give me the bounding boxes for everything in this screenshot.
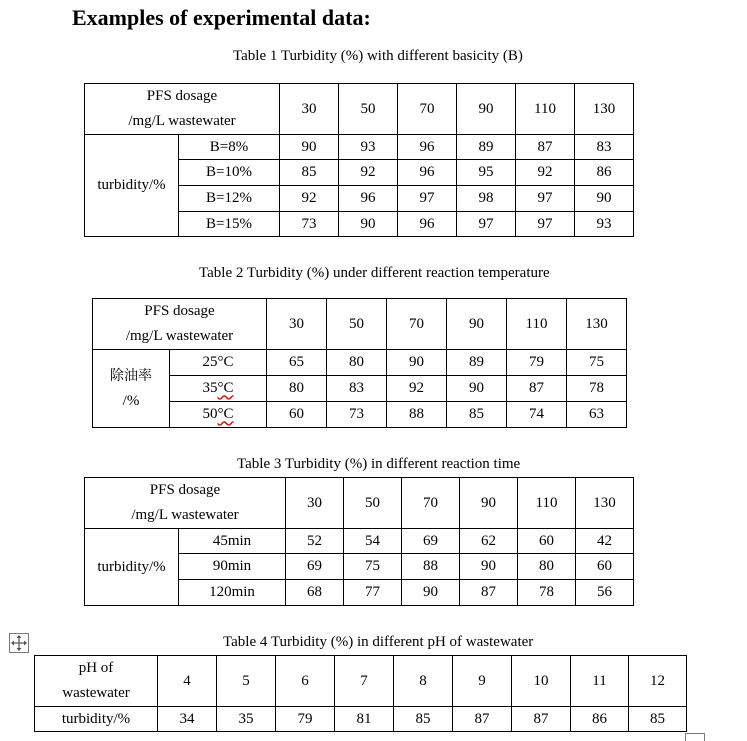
table2-row-label: 25°C [170, 350, 267, 376]
table3-dosage: 50 [344, 478, 402, 529]
table4-ph-value: 8 [394, 656, 453, 707]
table1-dosage: 50 [339, 84, 398, 135]
table4-ph-value: 7 [335, 656, 394, 707]
table1-row-label: B=12% [179, 186, 280, 212]
table-cell: 95 [457, 160, 516, 186]
table2-header-dosage: PFS dosage /mg/L wastewater [93, 299, 267, 350]
table3-row-label: 90min [179, 554, 286, 580]
table-cell: 69 [286, 554, 344, 580]
spellcheck-mark: °C [217, 380, 234, 397]
table3-row-label: 45min [179, 529, 286, 554]
table-cell: 92 [516, 160, 575, 186]
table-cell: 42 [576, 529, 634, 554]
table-row [85, 529, 634, 554]
table1-row-group-label: turbidity/% [85, 135, 179, 237]
table-cell: 93 [575, 212, 634, 237]
table-cell: 96 [398, 212, 457, 237]
table-cell: 35 [217, 707, 276, 732]
table-cell: 86 [575, 160, 634, 186]
move-arrows-icon [10, 634, 28, 652]
table-cell: 62 [460, 529, 518, 554]
table-cell: 92 [339, 160, 398, 186]
table3-header-row [85, 478, 634, 529]
table-cell: 90 [460, 554, 518, 580]
table2-caption: Table 2 Turbidity (%) under different reaction temperature [199, 265, 550, 281]
table1-header-dosage: PFS dosage /mg/L wastewater [85, 84, 280, 135]
table-move-handle[interactable] [9, 633, 29, 653]
table-cell: 88 [402, 554, 460, 580]
table-cell: 83 [575, 135, 634, 160]
table4-header-ph: pH of wastewater [35, 656, 158, 707]
table4-ph-value: 11 [571, 656, 629, 707]
table-cell: 85 [447, 402, 507, 428]
table-cell: 63 [567, 402, 627, 428]
table-cell: 81 [335, 707, 394, 732]
table3-dosage: 70 [402, 478, 460, 529]
table2-dosage: 70 [387, 299, 447, 350]
table2-dosage: 110 [507, 299, 567, 350]
table-cell: 52 [286, 529, 344, 554]
table-cell: 92 [387, 376, 447, 402]
spellcheck-mark: °C [217, 406, 234, 423]
table-cell: 74 [507, 402, 567, 428]
table-cell: 98 [457, 186, 516, 212]
table1-dosage: 30 [280, 84, 339, 135]
table-cell: 88 [387, 402, 447, 428]
table-cell: 75 [567, 350, 627, 376]
table-cell: 90 [402, 580, 460, 606]
table1-dosage: 70 [398, 84, 457, 135]
table4-row-label: turbidity/% [35, 707, 158, 732]
table-cell: 89 [457, 135, 516, 160]
table-cell: 65 [267, 350, 327, 376]
table2-row-label: 35°C [170, 376, 267, 402]
table-cell: 87 [512, 707, 571, 732]
table-cell: 68 [286, 580, 344, 606]
table4-ph-value: 12 [629, 656, 687, 707]
table-cell: 90 [447, 376, 507, 402]
table3-dosage: 110 [518, 478, 576, 529]
table-cell: 85 [280, 160, 339, 186]
table1-dosage: 90 [457, 84, 516, 135]
table-cell: 85 [629, 707, 687, 732]
table-cell: 80 [327, 350, 387, 376]
table-cell: 90 [387, 350, 447, 376]
table-cell: 78 [567, 376, 627, 402]
table-cell: 54 [344, 529, 402, 554]
table-cell: 87 [453, 707, 512, 732]
table-cell: 34 [158, 707, 217, 732]
table2-dosage: 50 [327, 299, 387, 350]
table-row [93, 402, 627, 428]
table2-dosage: 30 [267, 299, 327, 350]
table-cell: 78 [518, 580, 576, 606]
table-cell: 77 [344, 580, 402, 606]
table-cell: 79 [276, 707, 335, 732]
table4-header-row [35, 656, 687, 707]
table-cell: 80 [518, 554, 576, 580]
table3-header-dosage: PFS dosage /mg/L wastewater [85, 478, 286, 529]
table1 [84, 83, 634, 237]
table2-dosage: 90 [447, 299, 507, 350]
table-cell: 60 [267, 402, 327, 428]
table-cell: 97 [398, 186, 457, 212]
table1-row-label: B=10% [179, 160, 280, 186]
table2 [92, 298, 627, 428]
table-cell: 79 [507, 350, 567, 376]
table4 [34, 655, 687, 732]
table1-dosage: 110 [516, 84, 575, 135]
table1-row-label: B=8% [179, 135, 280, 160]
table-cell: 60 [576, 554, 634, 580]
table-cell: 73 [280, 212, 339, 237]
table-cell: 87 [516, 135, 575, 160]
table4-ph-value: 6 [276, 656, 335, 707]
table-cell: 90 [575, 186, 634, 212]
table-cell: 90 [339, 212, 398, 237]
table-row [35, 707, 687, 732]
table-cell: 97 [516, 212, 575, 237]
table3-row-group-label: turbidity/% [85, 529, 179, 606]
table1-caption: Table 1 Turbidity (%) with different basicity (B) [233, 48, 523, 64]
table-cell: 90 [280, 135, 339, 160]
table-cell: 96 [398, 160, 457, 186]
table3 [84, 477, 634, 606]
table3-dosage: 90 [460, 478, 518, 529]
table-row [93, 350, 627, 376]
table-cell: 96 [398, 135, 457, 160]
table4-ph-value: 5 [217, 656, 276, 707]
table-cell: 83 [327, 376, 387, 402]
table-cell: 92 [280, 186, 339, 212]
table-cell: 93 [339, 135, 398, 160]
table4-ph-value: 4 [158, 656, 217, 707]
table4-caption: Table 4 Turbidity (%) in different pH of wastewater [223, 634, 534, 650]
table-cell: 89 [447, 350, 507, 376]
table1-header-row [85, 84, 634, 135]
table1-row-label: B=15% [179, 212, 280, 237]
table-cell: 87 [507, 376, 567, 402]
table-cell: 96 [339, 186, 398, 212]
table2-row-label: 50°C [170, 402, 267, 428]
table-cell: 85 [394, 707, 453, 732]
table-cell: 97 [516, 186, 575, 212]
table3-dosage: 30 [286, 478, 344, 529]
table-cell: 97 [457, 212, 516, 237]
table4-ph-value: 9 [453, 656, 512, 707]
table4-ph-value: 10 [512, 656, 571, 707]
table-cell: 75 [344, 554, 402, 580]
table3-dosage: 130 [576, 478, 634, 529]
table-row [93, 376, 627, 402]
table-cell: 60 [518, 529, 576, 554]
table-cell: 80 [267, 376, 327, 402]
table-cell: 69 [402, 529, 460, 554]
table-resize-handle[interactable] [685, 733, 705, 741]
table2-header-row [93, 299, 627, 350]
table-row [85, 135, 634, 160]
table3-caption: Table 3 Turbidity (%) in different reaction time [237, 456, 521, 472]
table-cell: 86 [571, 707, 629, 732]
page-heading: Examples of experimental data: [72, 5, 371, 30]
table2-row-group-label: 除油率 /% [93, 350, 170, 428]
table3-row-label: 120min [179, 580, 286, 606]
table-cell: 73 [327, 402, 387, 428]
table2-dosage: 130 [567, 299, 627, 350]
table-cell: 56 [576, 580, 634, 606]
table1-dosage: 130 [575, 84, 634, 135]
table-cell: 87 [460, 580, 518, 606]
